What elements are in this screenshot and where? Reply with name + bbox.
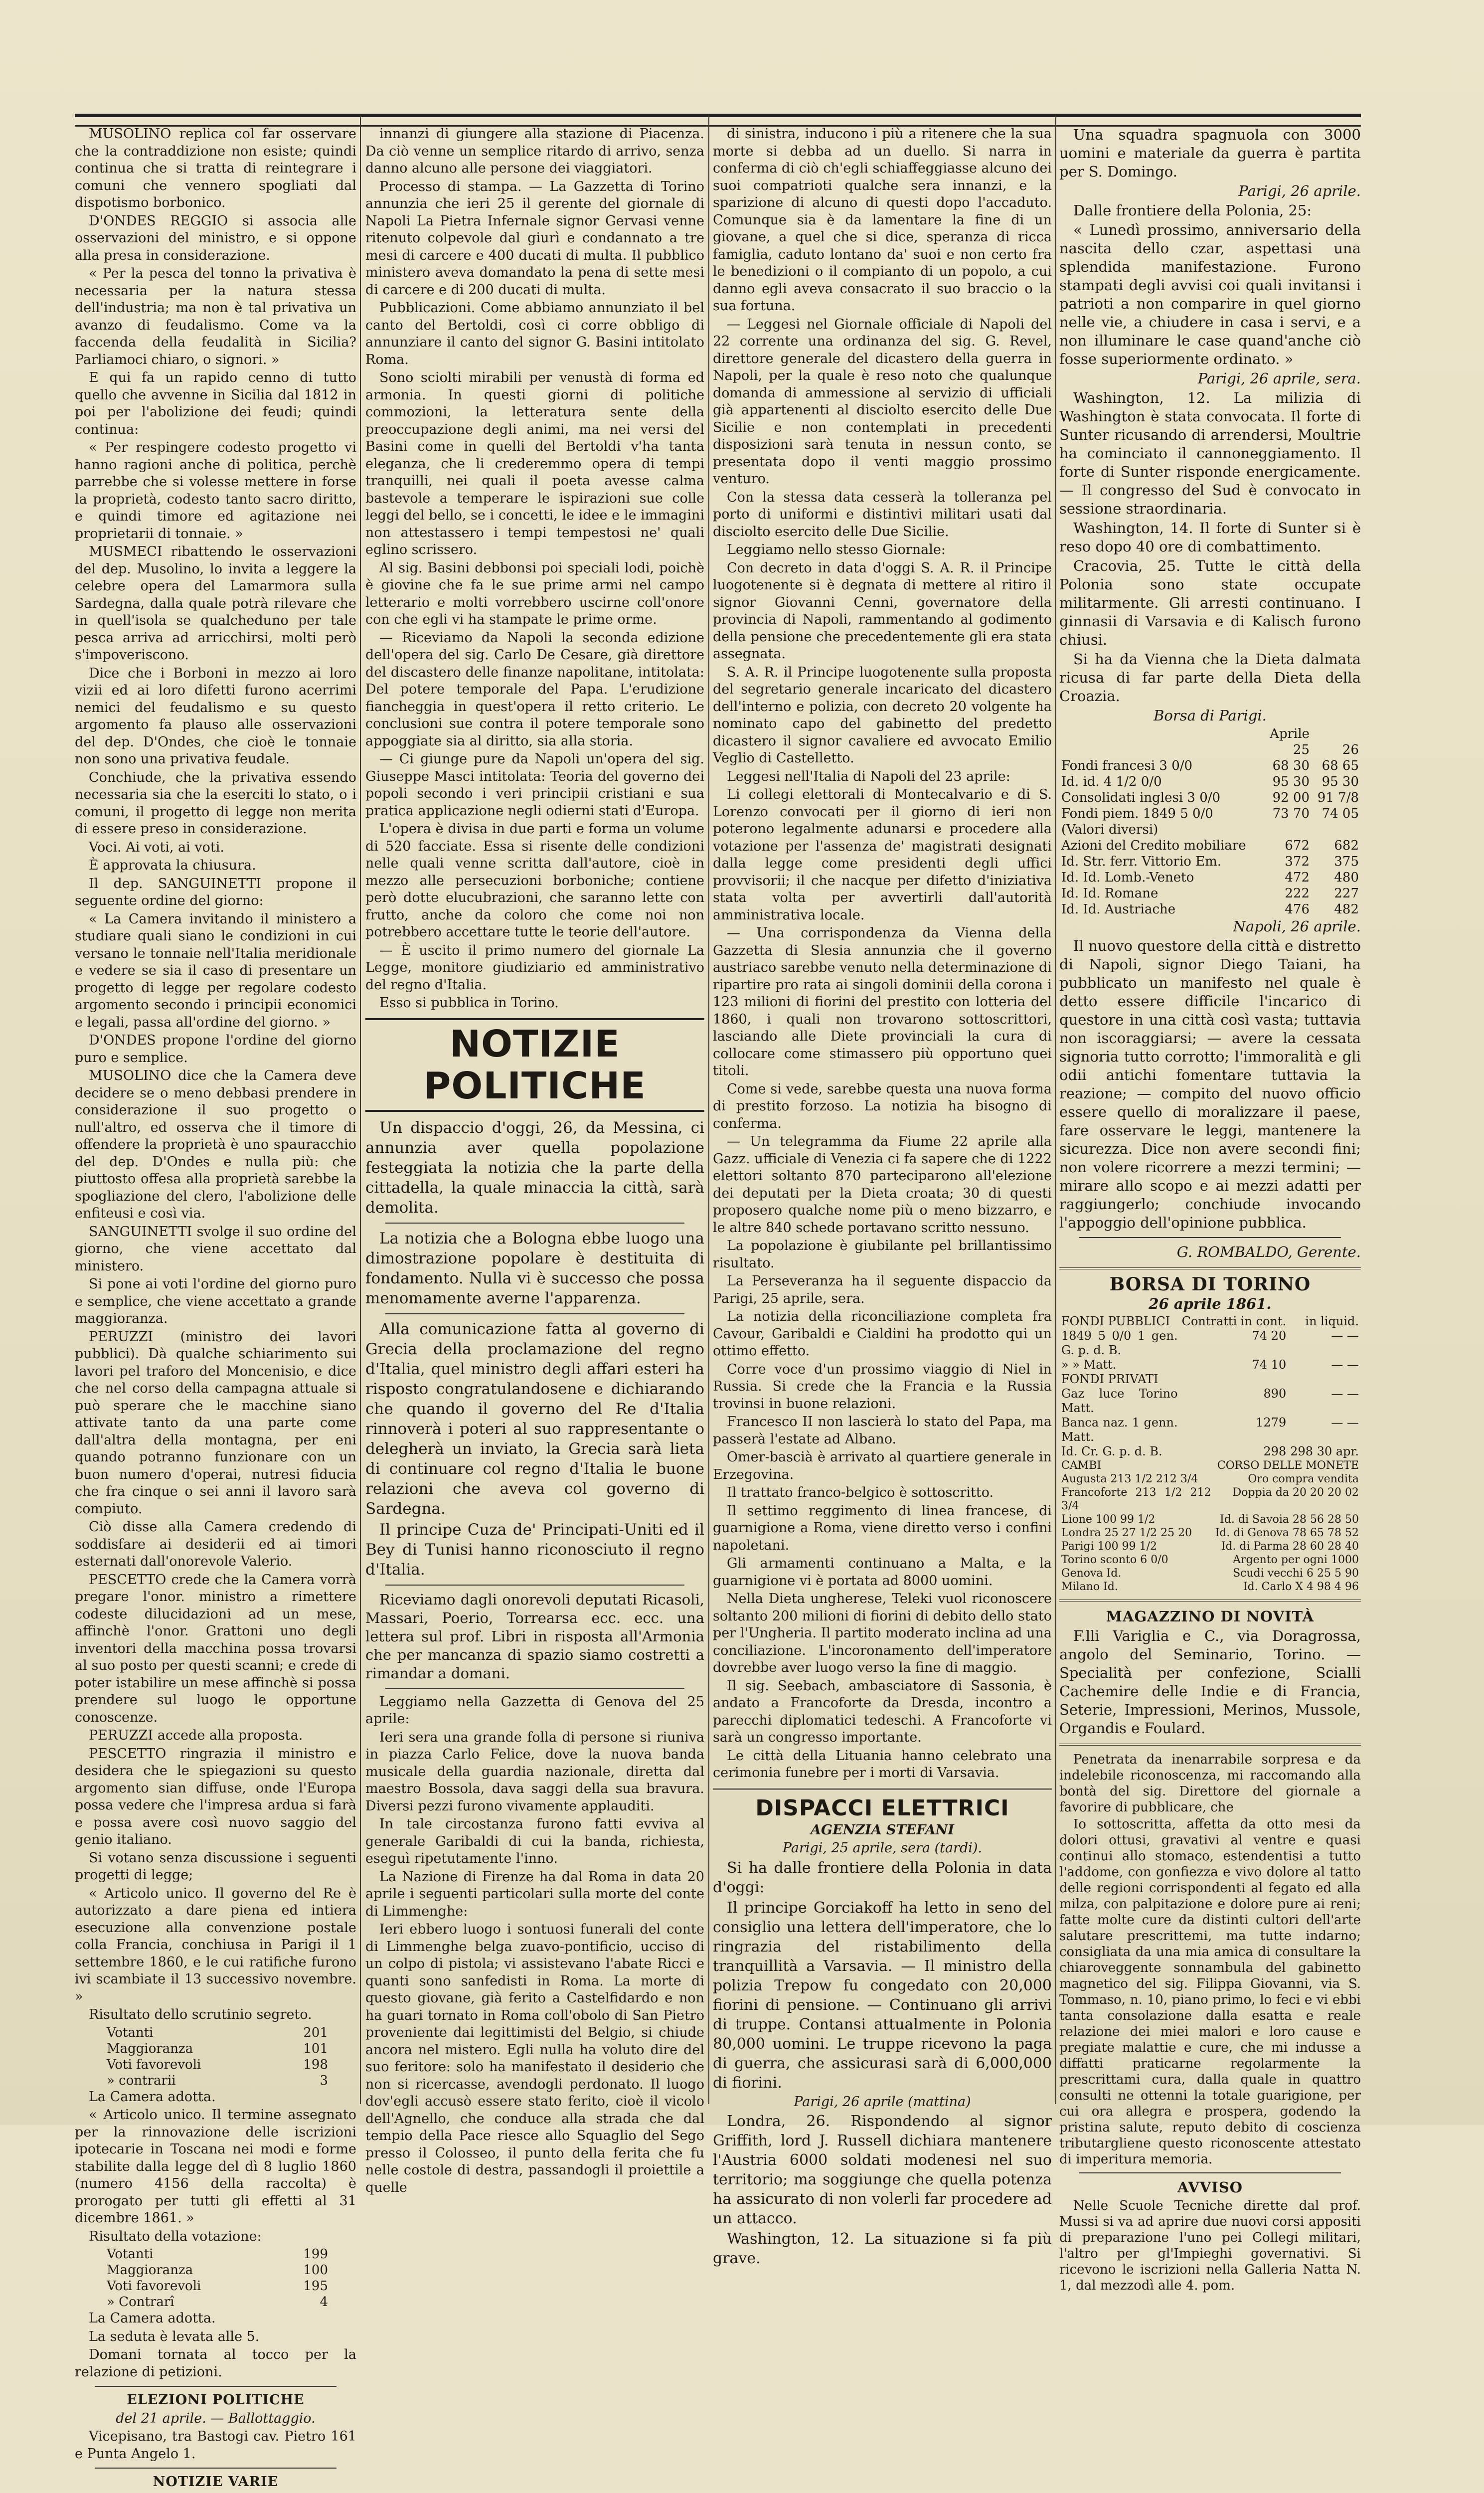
torino-row-cell: » » Matt. [1061,1358,1117,1372]
cambi-row [1059,1459,1361,1472]
elezioni-text: Vicepisano, tra Bastogi cav. Pietro 161 e Punta Angelo 1. [75,2429,356,2462]
cambi-row-cell: Torino sconto 6 0/0 [1061,1554,1168,1566]
borsa-row-cell [1264,822,1312,838]
roma-text: Ieri ebbero luogo i sontuosi funerali del conte di Limmenghe belga zuavo-pontificio, ucciso di un colpo di pistola; vi assistevano l'abate Ricci e quanti sono sanfedisti in Roma. La morte di questo giovane, già ferito a Castelfidardo e non ha guari tornato in Roma coll'obolo di San Pietro proveniente dai legittimisti del Belgio, si chiude ancora nel mistero. Egli nulla ha voluto dire del suo feritore: solo ha manifestato il desiderio che non si ricercasse, avendogli perdonato. Il luogo dov'egli accusò essere stato ferito, cioè il vicolo dell'Agnello, che conduce alla strada che dal tempio della Pace riesce allo Squaglio del Sego presso il Colosseo, il punto della ferita che fu nelle costole di destra, passandogli il proiettile a quelle [365,1922,704,2195]
divider [1059,1600,1361,1602]
borsa-row-cell: 227 [1334,886,1359,901]
paragraph: « Articolo unico. Il governo del Re è autorizzato a dare piena ed intiera esecuzione alla convenzione postale colla Francia, conchiusa in Parigi il 1 settembre 1860, e le cui ratifiche furono ivi scambiate il 13 successivo novembre. » [75,1885,356,2004]
roma-intro: La Nazione di Firenze ha dal Roma in data 20 aprile i seguenti particolari sulla morte del conte di Limmenghe: [365,1869,704,1919]
torino-row [1059,1329,1361,1358]
torino-row-cell: Id. Cr. G. p. d. B. [1061,1444,1162,1458]
paragraph: È approvata la chiusura. [89,858,256,873]
vote-row [105,2246,330,2262]
cambi-row-cell: Augusta 213 1/2 212 3/4 [1061,1473,1198,1485]
paragraph: — Riceviamo da Napoli la seconda edizione dell'opera del sig. Carlo De Cesare, già direttore del discastero delle finanze napolitane, intitolata: Del potere temporale del Papa. L'erudizione fiancheggia in quest'opera il retto criterio. Le conclusioni sue contra il potere temporale sono appoggiate sia al diritto, sia alla storia. [365,630,704,749]
paragraph: innanzi di giungere alla stazione di Piacenza. Da ciò venne un semplice ritardo di arrivo, senza danno alcuno alle persone dei viaggiatori. [365,126,704,176]
paragraph: « Articolo unico. Il termine assegnato per la rinnovazione delle iscrizioni ipotecarie in Toscana nei modi e forme stabilite dalla legge del dì 8 luglio 1860 (numero 4156 della raccolta) è prorogato per tutti gli effetti al 31 dicembre 1861. » [75,2107,356,2226]
paragraph: Processo di stampa. — La Gazzetta di Torino annunzia che ieri 25 il gerente del giornale di Napoli La Pietra Infernale signor Gervasi venne ritenuto colpevole dal giurì e condannato a tre mesi di carcere e 400 ducati di multa. Il pubblico ministero aveva domandato la pena di sette mesi di carcere e di 200 ducati di multa. [365,178,704,298]
vote-row-cell: 201 [303,2025,328,2040]
cambi-row-cell: Scudi vecchi 6 25 5 90 [1233,1567,1359,1580]
vote-row-cell: 195 [303,2279,328,2294]
cambi-row [1059,1580,1361,1594]
borsa-row [1059,726,1361,742]
torino-row [1059,1358,1361,1372]
paragraph: PESCETTO ringrazia il ministro e desidera che le spiegazioni su questo argomento sian diffuse, onde l'Europa possa vedere che l'impresa ardua si farà e possa avere così nuovo saggio del genio italiano. [75,1746,356,1847]
borsa-row-cell [1059,742,1264,758]
genova-text-2: In tale circostanza furono fatti evviva al generale Garibaldi di cui la banda, richiesta, eseguì ripetutamente l'inno. [365,1816,704,1866]
divider [385,1223,684,1224]
torino-row [1059,1314,1361,1329]
borsa-row-cell: 375 [1334,854,1359,869]
paragraph: Leggesi nell'Italia di Napoli del 23 aprile: [727,768,1010,784]
parliament-report-2 [75,2107,356,2245]
avviso-text: Nelle Scuole Tecniche dirette dal prof. Mussi si va ad aprire due nuovi corsi appositi di preparazione l'uno pei Collegi militari, l'altro per gl'Impieghi governativi. Si ricevono le iscrizioni nella Galleria Natta N. 1, dal mezzodì alle 4. pom. [1059,2198,1361,2293]
borsa-row-cell: (Valori diversi) [1061,822,1158,837]
dispatch-date-1: Parigi, 25 aprile, sera (tardi). [782,1840,983,1856]
vote-row-cell: Maggioranza [107,2263,193,2278]
cambi-row-cell: Francoforte 213 1/2 212 3/4 [1061,1486,1211,1512]
borsa-parigi-table [1059,726,1361,917]
borsa-row-cell: Consolidati inglesi 3 0/0 [1061,790,1221,805]
paragraph: MUSOLINO dice che la Camera deve decidere se o meno debbasi prendere in considerazione il suo progetto o null'altro, ed osserva che il timore di offendere la proprietà è uno spauracchio del dep. D'Ondes e nulla più: che piuttosto offesa alla proprietà sarebbe la spogliazione del clero, l'abolizione delle enfiteusi e così via. [75,1068,356,1221]
dispacci-subtitle: AGENZIA STEFANI [811,1822,954,1838]
paragraph: Omer-bascià è arrivato al quartiere generale in Erzegovina. [713,1449,1052,1482]
borsa-row-cell: 26 [1342,742,1359,757]
vote-table-1 [105,2025,330,2089]
borsa-row-cell: 682 [1334,838,1359,853]
polonia-intro: Dalle frontiere della Polonia, 25: [1073,202,1312,219]
cambi-row-cell: Oro compra vendita [1248,1473,1359,1485]
divider [385,1688,684,1689]
borsa-row-cell: 472 [1285,870,1310,885]
paragraph: Sono sciolti mirabili per venustà di forma ed armonia. In questi giorni di politiche commozioni, la letteratura sente della preoccupazione degli animi, ma nei versi del Basini come in quelli del Bertoldi v'ha tanta eleganza, che li crederemmo opera di tempi tranquilli, nei quali il poeta avesse calma bastevole a temperare le ispirazioni sue colle leggi del bello, se i concetti, le idee e le immagini non attestassero i tempi tempestosi ne' quali eglino scrissero. [365,370,704,557]
dispatch-3: Washington, 12. La situazione si fa più grave. [713,2230,1052,2267]
borsa-row [1059,886,1361,901]
divider [1079,2172,1341,2173]
torino-row-cell: — — [1331,1329,1359,1343]
borsa-row [1059,742,1361,758]
dispacci-title: DISPACCI ELETTRICI [755,1795,1009,1821]
torino-row-cell: 890 [1263,1387,1287,1401]
paragraph: Il sig. Seebach, ambasciatore di Sassonia, è andato a Francoforte da Dresda, incontro a parecchi diplomatici tedeschi. A Francoforte vi sarà un congresso importante. [713,1678,1052,1745]
cambi-row [1059,1486,1361,1513]
cambi-row-cell: CAMBI [1061,1459,1102,1472]
vote-row-cell: 198 [303,2057,328,2072]
torino-row-cell: Contratti in cont. [1181,1314,1287,1328]
cambi-row-cell: CORSO DELLE MONETE [1217,1459,1359,1472]
paragraph: D'ONDES REGGIO si associa alle osservazioni del ministro, e si oppone alla presa in considerazione. [75,213,356,263]
borsa-row [1059,774,1361,790]
paragraph: Esso si pubblica in Torino. [379,995,559,1011]
paragraph: « Per la pesca del tonno la privativa è necessaria per la natura stessa dell'industria; ma non è tal privativa un avanzo di feudalismo. Come va la faccenda della feudalità in Sicilia? Parliamoci chiaro, o signori. » [75,266,356,367]
vote-row-cell: Votanti [107,2025,154,2040]
divider [713,1788,1052,1790]
column-rule [1055,115,1056,2104]
cracovia-news: Cracovia, 25. Tutte le città della Polonia sono state occupate militarmente. Gli arresti continuano. I ginnasii di Varsavia e di Kalisch furono chiusi. [1059,557,1361,648]
cambi-row [1059,1513,1361,1526]
cambi-row-cell: Id. Carlo X 4 98 4 96 [1243,1581,1359,1593]
polonia-text: « Lunedì prossimo, anniversario della nascita dello czar, aspettasi una splendida manifestazione. Furono stampati degli avvisi coi quali invitansi i patrioti a non comparire in quel giorno nelle vie, a chiudere in casa i servi, e a non illuminare le case quand'anche ciò fosse superiormente ordinato. » [1059,221,1361,367]
vote-row-cell: Votanti [107,2247,154,2262]
torino-row [1059,1444,1361,1459]
grecia-news: Alla comunicazione fatta al governo di Grecia della proclamazione del regno d'Italia, quel ministro degli affari esteri ha risposto congratulandosene e dichiarando che quando il governo del Re d'Italia rinnoverà i poteri al suo rappresentante o delegherà un inviato, la Grecia sarà lieta di continuare col regno d'Italia le buone relazioni che aveva col governo di Sardegna. [365,1320,704,1518]
vote-row-cell: » contrarii [107,2073,176,2088]
paragraph: — Un telegramma da Fiume 22 aprile alla Gazz. ufficiale di Venezia ci fa sapere che di 1222 elettori soltanto 870 parteciparono all'elezione dei deputati per la Dieta croata; 30 di questi proposero qualche nome più o meno bizzarro, e le altre 840 schede portavano scritto nessuno. [713,1134,1052,1236]
paragraph: Come si vede, sarebbe questa una nuova forma di prestito forzoso. La notizia ha bisogno di conferma. [713,1081,1052,1131]
vote-row [105,2262,330,2278]
borsa-row [1059,758,1361,774]
paragraph: SANGUINETTI svolge il suo ordine del giorno, che viene accettato dal ministero. [75,1224,356,1274]
paragraph: La Camera adotta. [89,2311,216,2326]
date-2: Parigi, 26 aprile, sera. [1197,370,1361,387]
column-3 [713,126,1052,2267]
cambi-row [1059,1567,1361,1580]
vote-row [105,2278,330,2294]
vote-row-cell: Voti favorevoli [107,2057,201,2072]
borsa-row-cell: Fondi piem. 1849 5 0/0 [1061,806,1213,821]
vote-row [105,2073,330,2089]
torino-row-cell: 298 30 apr. [1290,1444,1359,1458]
torino-row-cell: 1849 5 0/0 1 gen. G. p. d. B. [1061,1329,1178,1357]
paragraph: Pubblicazioni. Come abbiamo annunziato il bel canto del Bertoldi, così ci corre obbligo di annunziare il canto del signor G. Basini intitolato Roma. [365,300,704,367]
cambi-row-cell: Argento per ogni 1000 [1233,1554,1359,1566]
borsa-row-cell: 25 [1293,742,1310,757]
paragraph: — È uscito il primo numero del giornale La Legge, monitore giudiziario ed amministrativo del regno d'Italia. [365,942,704,993]
borsa-row-cell [1059,726,1264,742]
divider [95,2468,336,2469]
borsa-row [1059,854,1361,870]
paragraph: Nella Dieta ungherese, Teleki vuol riconoscere soltanto 200 milioni di fiorini di debito dello stato per l'Ungheria. Il partito moderato inclina ad una conciliazione. L'incoronamento dell'imperatore dovrebbe aver luogo verso la fine di maggio. [713,1591,1052,1675]
paragraph: Risultato della votazione: [89,2228,262,2244]
paragraph: Voci. Ai voti, ai voti. [89,839,224,855]
torino-row-cell: — — [1331,1416,1359,1429]
gerente: G. ROMBALDO, Gerente. [1176,1244,1361,1260]
torino-row-cell: 1279 [1256,1416,1287,1429]
torino-row-cell: FONDI PUBBLICI [1061,1314,1170,1328]
torino-row-cell: Gaz luce Torino Matt. [1061,1387,1178,1415]
vote-table-2 [105,2246,330,2310]
paragraph: E qui fa un rapido cenno di tutto quello che avvenne in Sicilia dal 1812 in poi per l'abolizione dei feudi; quindi continua: [75,370,356,437]
torino-row [1059,1387,1361,1416]
genova-text: Ieri sera una grande folla di persone si riuniva in piazza Carlo Felice, dove la nuova banda musicale della guardia nazionale, diretta dal maestro Bossola, dava saggi della sua bravura. Diversi pezzi furono vivamente applauditi. [365,1729,704,1814]
divider [1059,1267,1361,1269]
borsa-row-cell: Azioni del Credito mobiliare [1061,838,1246,853]
column-4 [1059,126,1361,2293]
paragraph: Il settimo reggimento di linea francese, di guarnigione a Roma, viene diretto verso i confini napoletani. [713,1503,1052,1553]
paragraph: « Per respingere codesto progetto vi hanno ragioni anche di politica, perchè parrebbe che si volesse mettere in forse la proprietà, codesto tanto sacro diritto, e quindi timore ed agitazione nei proprietarii di tonnaie. » [75,440,356,541]
borsa-row-cell: 480 [1334,870,1359,885]
dispatch-date-2: Parigi, 26 aprile (mattina) [794,2094,971,2110]
vote-row [105,2294,330,2310]
borsa-row-cell: 91 7/8 [1317,790,1359,805]
magazzino-text: F.lli Variglia e C., via Doragrossa, angolo del Seminario, Torino. — Specialità per confezione, Scialli Cachemire delle Indie e di Francia, Seterie, Impressioni, Merinos, Mussole, Organdis e Foulard. [1059,1627,1361,1737]
borsa-row [1059,901,1361,917]
torino-row-cell [1288,1372,1361,1387]
adopted-note: La Camera adotta. [89,2089,216,2105]
borsa-row-cell: 672 [1285,838,1310,853]
news-column-3 [713,126,1052,1782]
vote-row-cell: 100 [303,2263,328,2278]
torino-row-cell: 298 [1263,1444,1287,1458]
parliament-report [75,126,356,2024]
torino-row-cell: — — [1331,1387,1359,1401]
paragraph: Le città della Lituania hanno celebrato una cerimonia funebre per i morti di Varsavia. [713,1748,1052,1781]
paragraph: Il dep. SANGUINETTI propone il seguente ordine del giorno: [75,876,356,908]
paragraph: PERUZZI (ministro dei lavori pubblici). Dà qualche schiarimento sui lavori pel traforo del Moncenisio, e dice che nel corso della campagna attuale si può sperare che le macchine siano attivate tanto da una parte come dall'altra della montagna, per eni quando potranno funzionare con un buon numero d'operai, nutresi fiducia che fra cinque o sei anni il lavoro sarà compiuto. [75,1329,356,1517]
borsa-row-cell: 95 30 [1321,774,1359,789]
dispatch-paragraph: Il principe Gorciakoff ha letto in seno del consiglio una lettera dell'imperatore, che lo ringrazia del ristabilimento della tranquillità a Varsavia. — Il ministro della polizia Trepow fu congedato con 20,000 fiorini di pensione. — Continuano gli arrivi di truppe. Contansi attualmente in Polonia 80,000 uomini. Le truppe ricevono la paga di guerra, che assicurasi sarà di 6,000,000 di fiorini. [713,1899,1052,2092]
paragraph: La popolazione è giubilante pel brillantissimo risultato. [713,1238,1052,1271]
dispatch-paragraph: Si ha dalle frontiere della Polonia in data d'oggi: [713,1859,1052,1896]
borsa-row-cell: Id. id. 4 1/2 0/0 [1061,774,1162,789]
paragraph: Si pone ai voti l'ordine del giorno puro e semplice, che viene accettato a grande maggioranza. [75,1276,356,1326]
elezioni-title: ELEZIONI POLITICHE [127,2392,305,2408]
vote-row [105,2057,330,2073]
borsa-row-cell: Fondi francesi 3 0/0 [1061,758,1193,773]
borsa-row [1059,838,1361,854]
paragraph: L'opera è divisa in due parti e forma un volume di 520 facciate. Essa si risente delle condizioni nelle quali venne scritta dall'autore, cioè in mezzo alle persecuzioni borboniche; contiene però dotte elucubrazioni, che saranno lette con frutto, anche da coloro che come noi non potrebbero accettare tutte le teorie dell'autore. [365,821,704,940]
borsa-row-cell: 73 70 [1272,806,1310,821]
torino-row [1059,1372,1361,1387]
divider [385,1585,684,1586]
paragraph: di sinistra, inducono i più a ritenere che la sua morte si debba ad un duello. Si narra in conferma di ciò ch'egli schiaffeggiasse alcuno dei suoi compatrioti qualche sera innanzi, e la sparizione di alcuno di questi dopo l'accaduto. Comunque sia è da lamentare la fine di un giovane, a quel che si dice, speranza di ricca famiglia, caduto lontano da' suoi e non certo fra le benedizioni o il compianto di un popolo, a cui danno egli aveva consacrato il suo braccio o la sua fortuna. [713,126,1052,314]
paragraph: D'ONDES propone l'ordine del giorno puro e semplice. [75,1033,356,1066]
vote-row-cell: 199 [303,2247,328,2262]
cambi-row [1059,1553,1361,1567]
cambi-table [1059,1459,1361,1594]
avviso-title: AVVISO [1177,2179,1243,2196]
borsa-row-cell: 476 [1285,902,1310,917]
paragraph: MUSOLINO replica col far osservare che la contraddizione non esiste; quindi continua che si tratta di reintegrare i comuni che vennero spogliati dal dispotismo borbonico. [75,126,356,210]
cambi-row-cell: Id. di Parma 28 60 28 40 [1221,1540,1359,1553]
paragraph: La seduta è levata alle 5. [89,2328,260,2344]
messina-news: Un dispaccio d'oggi, 26, da Messina, ci annunzia aver quella popolazione festeggiata la notizia che la parte della cittadella, la quale minaccia la città, sarà demolita. [365,1118,704,1217]
paragraph: La notizia della riconciliazione completa fra Cavour, Garibaldi e Cialdini ha prodotto qui un ottimo effetto. [713,1309,1052,1359]
borsa-row-cell: 95 30 [1272,774,1310,789]
borsa-row-cell: Id. Id. Lomb.-Veneto [1061,870,1194,885]
paragraph: — Una corrispondenza da Vienna della Gazzetta di Slesia annunzia che il governo austriaco sarebbe venuto nella determinazione di ripartire pro rata ai singoli dominii della corona i 123 milioni di fiorini del prestito con lotteria del 1860, i quali non trovarono sottoscrittori, lasciando alle Diete provinciali la cura di collocare come stimassero più opportuno quei titoli. [713,925,1052,1078]
washington-2: Washington, 14. Il forte di Sunter si è reso dopo 40 ore di combattimento. [1059,520,1361,555]
magazzino-title: MAGAZZINO DI NOVITÀ [1106,1608,1315,1625]
vote-row-cell: 101 [303,2041,328,2056]
borsa-row-cell: Aprile [1270,726,1310,741]
borsa-row [1059,790,1361,806]
cambi-row [1059,1472,1361,1486]
paragraph: Gli armamenti continuano a Malta, e la guarnigione vi è portata ad 8000 uomini. [713,1556,1052,1589]
washington-1: Washington, 12. La milizia di Washington è stata convocata. Il forte di Sunter ricusando di arrendersi, Moultrie ha cominciato il cannoneggiamento. Il forte di Sunter risponde energicamente. — Il congresso del Sud è convocato in sessione straordinaria. [1059,389,1361,517]
paragraph: Al sig. Basini debbonsi poi speciali lodi, poichè è giovine che fa le sue prime armi nel campo letterario e molti vorrebbero uscirne coll'onore con che egli vi ha stampate le prime orme. [365,560,704,627]
dispatch-2: Londra, 26. Rispondendo al signor Griffith, lord J. Russell dichiara mantenere l'Austria 6000 soldati modenesi nel suo territorio; ma soggiunge che quella potenza ha assicurato di non volerli far procedere ad un attacco. [713,2113,1052,2227]
paragraph: Con decreto in data d'oggi S. A. R. il Principe luogotenente si è degnata di mettere al ritiro il signor Giovanni Cenni, governatore della provincia di Napoli, rammentando al godimento della pensione che precedentemente gli era stata assegnata. [713,560,1052,662]
borsa-row-cell: 68 30 [1272,758,1310,773]
parliament-report-3 [75,2310,356,2381]
cambi-row-cell: Id. di Genova 78 65 78 52 [1215,1527,1359,1539]
borsa-row-cell: 68 65 [1321,758,1359,773]
borsa-row [1059,822,1361,838]
questore-news: Il nuovo questore della città e distretto di Napoli, signor Diego Taiani, ha pubblicato un manifesto nel quale è detto essere difficile l'incarico di questore in una città così vasta; tuttavia non iscoraggiarsi; — avere la cessata signoria tutto corrotto; l'immoralità e gli odii antichi fomentare tuttavia la reazione; — compito del nuovo officio essere quello di moralizzare il paese, fare osservare le leggi, mantenere la sicurezza. Dice non avere secondi fini; non volere ricorrere a mezzi termini; — mirare allo scopo e ai mezzi adatti per raggiungerlo; conchiude invocando l'appoggio dell'opinione pubblica. [1059,937,1361,1231]
sottoscritta-text: Io sottoscritta, affetta da otto mesi da dolori ottusi, gravativi al ventre e quasi continui allo stomaco, estendentisi a tutto l'addome, con gonfiezza e vivo dolore al tatto delle regioni corrispondenti al fegato ed alla milza, con palpitazione e dolore pure ai reni; fatte molte cure da distinti cultori dell'arte salutare prescrittemi, ma tutte indarno; consigliata da una mia amica di consultare la chiaroveggente sonnambula del gabinetto magnetico del sig. Filippa Giovanni, via S. Tommaso, n. 10, piano primo, lo feci e vi ebbi tanta consolazione dalla esatta e reale relazione dei miei malori e loro cause e pregiate malattie e cure, che mi indusse a diffatti praticarne regolarmente la prescrittami cura, dalla quale in quattro consulti ne ottenni la totale guarigione, per cui ora allegra e prospera, godendo la pristina salute, reputo debito di coscienza tributargliene questo riconoscente attestato di imperitura memoria. [1059,1817,1361,2167]
borsa-row-cell: 92 00 [1272,790,1310,805]
borsa-row-cell: 372 [1285,854,1310,869]
paragraph: Conchiude, che la privativa essendo necessaria sia che la eserciti lo stato, o i comuni, il progetto di legge non merita di essere preso in considerazione. [75,769,356,837]
vote-row-cell: 4 [320,2295,328,2310]
paragraph: Domani tornata al tocco per la relazione di petizioni. [75,2347,356,2380]
column-rule [360,115,361,2104]
spagna-news: Una squadra spagnuola con 3000 uomini e materiale da guerra è partita per S. Domingo. [1059,126,1361,180]
cambi-row-cell: Doppia da 20 20 20 02 [1232,1486,1359,1499]
column-1 [75,126,356,2490]
date-3: Napoli, 26 aprile. [1233,918,1361,935]
cambi-row-cell: Milano Id. [1061,1581,1118,1593]
paragraph: Risultato dello scrutinio segreto. [89,2007,312,2022]
torino-row-cell: 74 10 [1252,1358,1287,1372]
borsa-torino-table [1059,1314,1361,1459]
torino-row-cell: Banca naz. 1 genn. Matt. [1061,1416,1178,1444]
torino-row-cell [1180,1372,1289,1387]
vote-row-cell: » Contrarî [107,2295,174,2310]
column-rule [708,115,709,2104]
paragraph: Francesco II non lascierà lo stato del Papa, ma passerà l'estate ad Albano. [713,1414,1052,1447]
paragraph: « La Camera invitando il ministero a studiare quali siano le condizioni in cui versano le tonnaie nell'Italia meridionale e vedere se sia il caso di presentare un progetto di legge per regolare codesto argomento secondo i principii economici e legali, passa all'ordine del giorno. » [75,911,356,1030]
borsa-row-cell: Id. Str. ferr. Vittorio Em. [1061,854,1222,869]
cambi-row-cell: Genova Id. [1061,1567,1122,1580]
cambi-row-cell: Lione 100 99 1/2 [1061,1513,1155,1526]
cambi-row [1059,1540,1361,1553]
paragraph: PERUZZI accede alla proposta. [89,1728,303,1743]
divider [385,1313,684,1314]
divider [95,2386,336,2387]
vote-row [105,2025,330,2041]
cambi-row-cell: Id. di Savoia 28 56 28 50 [1220,1513,1359,1526]
paragraph: Corre voce d'un prossimo viaggio di Niel in Russia. Si crede che la Francia e la Russia trovinsi in buone relazioni. [713,1361,1052,1412]
borsa-torino-title: BORSA DI TORINO [1109,1274,1311,1295]
borsa-row-cell: Id. Id. Romane [1061,886,1158,901]
vote-row [105,2041,330,2057]
elezioni-subtitle: del 21 aprile. — Ballottaggio. [116,2410,316,2426]
paragraph: Si votano senza discussione i seguenti progetti di legge; [75,1850,356,1883]
paragraph: Leggiamo nello stesso Giornale: [727,542,946,557]
paragraph: Con la stessa data cesserà la tolleranza pel porto di uniformi e distintivi militari usati dal disciolto esercito delle Due Sicilie. [713,489,1052,539]
paragraph: Il trattato franco-belgico è sottoscritto. [727,1485,994,1500]
varie-continued [365,126,704,1012]
genova-intro: Leggiamo nella Gazzetta di Genova del 25 aprile: [365,1694,704,1727]
paragraph: MUSMECI ribattendo le osservazioni del dep. Musolino, lo invita a leggere la celebre opera del Lamarmora sulla Sardegna, dalla quale potrà rilevare che in quell'isola se qualcheduno per tale pesca arriva ad arricchirsi, molti però s'impoveriscono. [75,544,356,663]
vote-row-cell: Maggioranza [107,2041,193,2056]
divider [1079,1237,1341,1238]
cambi-row [1059,1526,1361,1540]
top-rule [75,114,1361,127]
borsa-row-cell: 222 [1285,886,1310,901]
divider [1059,1744,1361,1746]
column-2 [365,126,704,2195]
torino-row-cell: — — [1331,1358,1359,1372]
paragraph: La Perseveranza ha il seguente dispaccio da Parigi, 25 aprile, sera. [713,1273,1052,1306]
vote-row-cell: 3 [320,2073,328,2088]
varie-title: NOTIZIE VARIE [153,2474,279,2490]
cambi-row-cell: Londra 25 27 1/2 25 20 [1061,1527,1192,1539]
ricasoli-news: Riceviamo dagli onorevoli deputati Ricasoli, Massari, Poerio, Torrearsa ecc. ecc. una lettera sul prof. Libri in risposta all'Armonia che per mancanza di spazio siamo costretti a rimandar a domani. [365,1591,704,1682]
paragraph: Ciò disse alla Camera credendo di soddisfare ai desiderii ed ai timori esternati dall'onorevole Valerio. [75,1519,356,1569]
borsa-row-cell: 482 [1334,902,1359,917]
penetrata-text: Penetrata da inenarrabile sorpresa e da indelebile riconoscenza, mi raccomando alla bontà del sig. Direttore del giornale a favorire di pubblicare, che [1059,1752,1361,1815]
borsa-row-cell [1312,726,1361,742]
paragraph: — Ci giunge pure da Napoli un'opera del sig. Giuseppe Masci intitolata: Teoria del governo dei popoli secondo i veri principii cristiani e sua pratica applicazione negli odierni stati d'Europa. [365,751,704,819]
paragraph: PESCETTO crede che la Camera vorrà pregare l'onor. ministro a rimettere codeste dilucidazioni ad un mese, affinchè l'onor. Grattoni uno degli inventori della macchina possa trovarsi al suo posto per questi scanni; e crede di poter istabilire un mese affinchè si possa prendere sul luogo le opportune conoscenze. [75,1572,356,1725]
borsa-row [1059,870,1361,886]
vote-row-cell: Voti favorevoli [107,2279,201,2294]
borsa-row [1059,806,1361,822]
torino-row-cell: 74 20 [1252,1329,1287,1343]
dispatch-1 [713,1858,1052,2093]
date-1: Parigi, 26 aprile. [1238,182,1361,199]
paragraph: — Leggesi nel Giornale officiale di Napoli del 22 corrente una ordinanza del sig. G. Revel, direttore generale del dicastero della guerra in Napoli, per la quale è reso noto che qualunque domanda di ammessione al servizio di ufficiali già appartenenti al disciolto esercito delle Due Sicilie e non contemplati in precedenti disposizioni sarà tenuta in nessun conto, se presentata dopo il venti maggio prossimo venturo. [713,316,1052,487]
borsa-row-cell: Id. Id. Austriache [1061,902,1176,917]
paragraph: Li collegi elettorali di Montecalvario e di S. Lorenzo convocati per il giorno di ieri non poterono legalmente adunarsi e procedere alla votazione per l'assenza de' magistrati designati dalla legge come presidenti degli uffici provvisorii; il che nacque per difetto d'iniziativa stata volta per avvertirli dall'autorità amministrativa locale. [713,787,1052,923]
borsa-torino-date: 26 aprile 1861. [1149,1295,1272,1312]
borsa-parigi-title: Borsa di Parigi. [1154,707,1267,724]
cambi-row-cell: Parigi 100 99 1/2 [1061,1540,1157,1553]
borsa-row-cell [1312,822,1361,838]
vienna-news: Si ha da Vienna che la Dieta dalmata ricusa di far parte della Dieta della Croazia. [1059,651,1361,705]
torino-row-cell: FONDI PRIVATI [1061,1372,1158,1386]
notizie-politiche-title: NOTIZIE POLITICHE [365,1018,704,1112]
bologna-news: La notizia che a Bologna ebbe luogo una dimostrazione popolare è destituita di fondamento. Nulla vi è successo che possa menomamente averne l'apparenza. [365,1229,704,1307]
torino-row [1059,1416,1361,1444]
torino-row-cell: in liquid. [1305,1314,1359,1328]
paragraph: Dice che i Borboni in mezzo ai loro vizii ed ai loro difetti furono acerrimi nemici del feudalismo e su questo argomento fa plauso alle osservazioni del dep. D'Ondes, che cioè le tonnaie non sono una privativa feudale. [75,665,356,767]
cuza-news: Il principe Cuza de' Principati-Uniti ed il Bey di Tunisi hanno riconosciuto il regno d'Italia. [365,1520,704,1579]
borsa-row-cell: 74 05 [1321,806,1359,821]
paragraph: S. A. R. il Principe luogotenente sulla proposta del segretario generale incaricato del dicastero dell'interno e polizia, con decreto 20 volgente ha nominato capo del gabinetto del predetto dicastero il signor cavaliere ed avvocato Emilio Veglio di Castelletto. [713,664,1052,766]
